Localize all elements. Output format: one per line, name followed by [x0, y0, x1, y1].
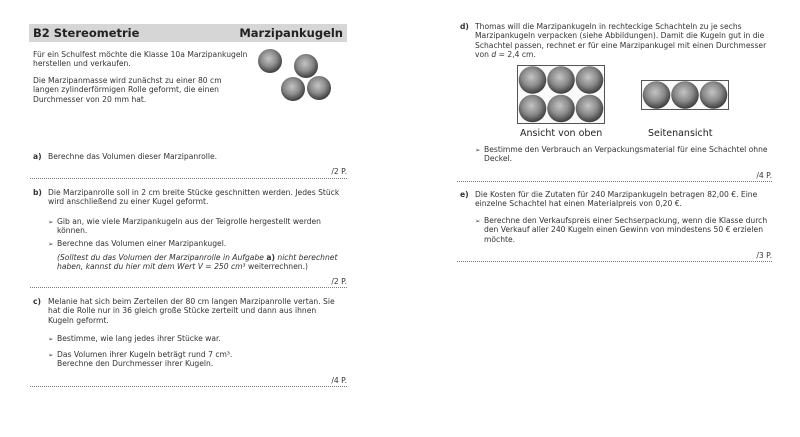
hint-text: haben, kannst du hier mit dem Wert V = 250 cm³ [57, 262, 246, 272]
answer-line [30, 287, 347, 288]
bullet-arrow-icon: ➢ [475, 217, 481, 225]
text-line: = 2,4 cm. [496, 50, 536, 60]
text-line: einzelne Schachtel hat einen Materialpreis von 0,20 €. [475, 199, 682, 209]
text-line: Für ein Schulfest möchte die Klasse 10a Marzipankugeln [33, 50, 248, 59]
text-line: Marzipankugeln verpacken (siehe Abbildungen). Damit die Kugeln gut in die [475, 31, 765, 41]
task-b-points: /2 P. [331, 277, 347, 286]
text-line: Deckel. [484, 154, 513, 164]
text-line: Die Kosten für die Zutaten für 240 Marzipankugeln betragen 82,00 €. Eine [475, 190, 758, 199]
text-line: langen zylinderförmigen Rolle geformt, die einen [33, 85, 219, 95]
caption-side-view: Seitenansicht [648, 128, 713, 139]
hint-text: (Solltest du das Volumen der Marzipanrolle in Aufgabe [57, 253, 267, 262]
bullet-arrow-icon: ➢ [48, 335, 54, 343]
task-d-bullet-1 [484, 145, 768, 164]
text-line: Die Marzipanmasse wird zunächst zu einer 80 cm [33, 76, 222, 85]
hint-ref: a) [266, 253, 275, 262]
section-title: B2 Stereometrie [33, 26, 140, 40]
task-b-text [48, 188, 339, 207]
text-line: den Verkauf aller 240 Kugeln einen Gewinn von mindestens 50 € erzielen [484, 225, 764, 235]
task-c-points: /4 P. [331, 376, 347, 385]
sphere-icon [258, 49, 282, 73]
task-e-bullet-1 [484, 216, 767, 244]
variable-d: d [491, 50, 497, 60]
task-e-label: e) [460, 190, 469, 199]
sphere-icon [576, 95, 604, 123]
box-side-view [641, 80, 729, 110]
text-line: Berechne den Durchmesser ihrer Kugeln. [57, 359, 214, 369]
task-b-bullet-2: Berechne das Volumen einer Marzipankugel. [57, 239, 227, 248]
bullet-arrow-icon: ➢ [48, 351, 54, 359]
text-line: Schachtel passen, rechnet er für eine Marzipankugel mit einen Durchmesser [475, 40, 767, 50]
sphere-icon [519, 95, 547, 123]
task-a-label: a) [33, 152, 42, 161]
text-line: Melanie hat sich beim Zerteilen der 80 cm langen Marzipanrolle vertan. Sie [48, 297, 335, 306]
sphere-icon [547, 95, 575, 123]
text-line: herstellen und verkaufen. [33, 59, 131, 69]
side-view-balls [642, 81, 728, 109]
sphere-icon [307, 76, 331, 100]
bullet-arrow-icon: ➢ [475, 146, 481, 154]
section-header [29, 24, 347, 42]
sphere-icon [281, 77, 305, 101]
sphere-icon [700, 81, 728, 109]
task-c-bullet-2 [57, 350, 232, 369]
answer-line [457, 261, 772, 262]
text-line: möchte. [484, 234, 516, 244]
text-line: hat die Rolle nur in 36 gleich große Stücke zerteilt und dann aus ihnen [48, 306, 317, 316]
top-view-balls [518, 66, 604, 123]
marzipan-balls-illustration [250, 45, 340, 105]
intro-paragraph-2 [33, 76, 222, 104]
sphere-icon [643, 81, 671, 109]
intro-paragraph-1 [33, 50, 247, 69]
task-d-points: /4 P. [756, 171, 772, 180]
text-line: wird anschließend zu einer Kugel geformt. [48, 197, 209, 207]
text-line: Thomas will die Marzipankugeln in rechteckige Schachteln zu je sechs [475, 22, 742, 31]
bullet-arrow-icon: ➢ [48, 218, 54, 226]
text-line: Durchmesser von 20 mm hat. [33, 94, 147, 104]
task-a-points: /2 P. [331, 167, 347, 176]
task-b-bullet-1 [57, 217, 321, 236]
text-line: können. [57, 226, 88, 236]
task-c-bullet-1: Bestimme, wie lang jedes ihrer Stücke war. [57, 334, 221, 343]
caption-top-view: Ansicht von oben [520, 128, 603, 139]
sphere-icon [671, 81, 699, 109]
sphere-icon [294, 54, 318, 78]
sphere-icon [547, 66, 575, 94]
task-b-label: b) [33, 188, 42, 197]
task-e-text [475, 190, 757, 209]
task-a-text: Berechne das Volumen dieser Marzipanrolle. [48, 152, 218, 161]
bullet-arrow-icon: ➢ [48, 240, 54, 248]
text-line: von [475, 50, 492, 60]
hint-text: weiterrechnen.) [245, 262, 308, 272]
sphere-icon [519, 66, 547, 94]
task-b-hint [57, 253, 337, 272]
topic-title: Marzipankugeln [239, 26, 343, 40]
task-c-label: c) [33, 297, 41, 306]
answer-line [457, 181, 772, 182]
text-line: Berechne den Verkaufspreis einer Sechserpackung, wenn die Klasse durch [484, 216, 768, 225]
hint-text: nicht berechnet [274, 253, 338, 262]
answer-line [30, 178, 347, 179]
task-e-points: /3 P. [756, 251, 772, 260]
sphere-icon [576, 66, 604, 94]
task-d-label: d) [460, 22, 469, 31]
text-line: Die Marzipanrolle soll in 2 cm breite Stücke geschnitten werden. Jedes Stück [48, 188, 340, 197]
box-top-view [517, 65, 605, 124]
text-line: Das Volumen ihrer Kugeln beträgt rund 7 cm³. [57, 350, 233, 359]
task-c-text [48, 297, 335, 325]
task-d-text [475, 22, 766, 60]
answer-line [30, 386, 347, 387]
text-line: Gib an, wie viele Marzipankugeln aus der Teigrolle hergestellt werden [57, 217, 321, 226]
text-line: Bestimme den Verbrauch an Verpackungsmaterial für eine Schachtel ohne [484, 145, 768, 154]
text-line: Kugeln geformt. [48, 315, 109, 325]
